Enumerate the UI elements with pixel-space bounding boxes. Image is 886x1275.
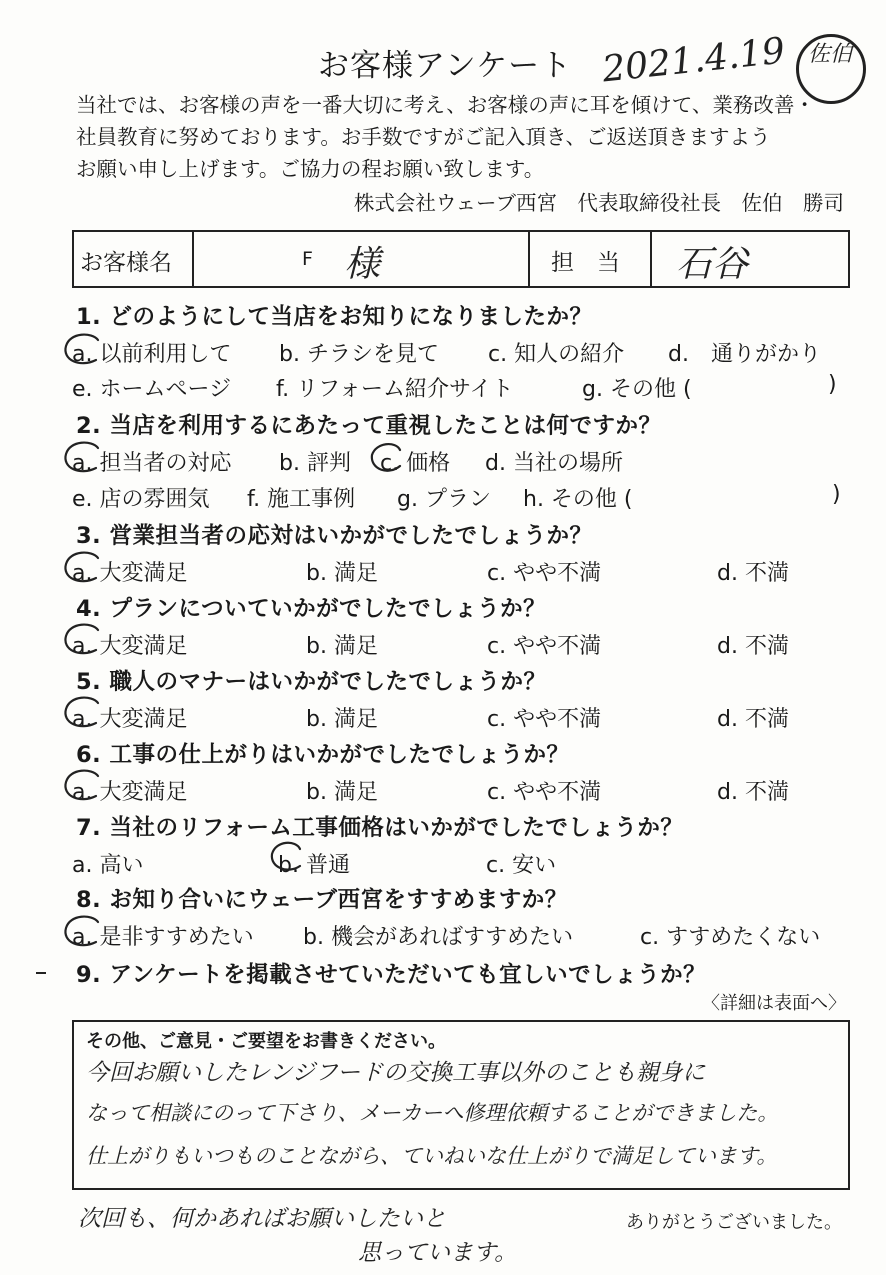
q5-option-a: a. 大変満足 — [72, 707, 188, 732]
q2-option-g: g. プラン — [397, 487, 491, 512]
q3-option-a: a. 大変満足 — [72, 561, 188, 586]
q5-option-b: b. 満足 — [306, 707, 378, 732]
q4-option-b: b. 満足 — [306, 634, 378, 659]
circle-q8-a — [65, 917, 98, 946]
q2-option-f: f. 施工事例 — [247, 487, 356, 512]
question-4: 4. プランについていかがでしたでしょうか？ — [76, 596, 547, 622]
q8-option-a: a. 是非すすめたい — [72, 925, 254, 950]
company-signature: 株式会社ウェーブ西宮 代表取締役社長 佐伯 勝司 — [353, 191, 844, 215]
question-8: 8. お知り合いにウェーブ西宮をすすめますか？ — [76, 887, 568, 913]
q4-option-c: c. やや不満 — [487, 634, 602, 659]
q1-option-e: e. ホームページ — [72, 377, 232, 402]
circle-q6-a — [65, 771, 98, 800]
customer-name-value: F — [302, 248, 313, 270]
q6-option-d: d. 不満 — [717, 780, 789, 805]
footer-handwritten-line-2: 思っています。 — [358, 1240, 518, 1266]
circle-q4-a — [65, 625, 98, 654]
thanks-message: ありがとうございました。 — [626, 1212, 842, 1233]
question-6: 6. 工事の仕上がりはいかがでしたでしょうか？ — [76, 742, 570, 768]
q1-option-a: a. 以前利用して — [72, 342, 232, 367]
q2-option-c: c. 価格 — [380, 451, 451, 476]
q7-option-a: a. 高い — [72, 853, 144, 878]
circle-q2-c — [372, 444, 400, 471]
comment-line-3: 仕上がりもいつものことながら、ていねいな仕上がりで満足しています。 — [86, 1144, 778, 1168]
intro-line-2: 社員教育に努めております。お手数ですがご記入頂き、ご返送頂きますよう — [76, 125, 771, 149]
circle-q2-a — [65, 443, 98, 472]
q3-option-b: b. 満足 — [306, 561, 378, 586]
q2-option-b: b. 評判 — [279, 451, 351, 476]
q2-option-d: d. 当社の場所 — [485, 451, 623, 476]
staff-value: 石谷 — [676, 244, 749, 285]
q3-option-c: c. やや不満 — [487, 561, 602, 586]
q7-option-b: b. 普通 — [278, 853, 350, 878]
q1-option-f: f. リフォーム紹介サイト — [276, 377, 514, 402]
handwritten-date: 2021.4.19 — [600, 30, 787, 91]
form-title: お客様アンケート — [318, 48, 573, 84]
question-1: 1. どのようにして当店をお知りになりましたか？ — [76, 304, 593, 330]
q2-option-e: e. 店の雰囲気 — [72, 487, 210, 512]
detail-note: 〈詳細は表面へ〉 — [702, 993, 846, 1014]
question-2: 2. 当店を利用するにあたって重視したことは何ですか？ — [76, 413, 662, 439]
q1-option-c: c. 知人の紹介 — [488, 342, 625, 367]
q1-option-d: d. 通りがかり — [668, 342, 821, 367]
q4-option-a: a. 大変満足 — [72, 634, 188, 659]
q6-option-b: b. 満足 — [306, 780, 378, 805]
q7-option-c: c. 安い — [486, 853, 557, 878]
circle-q5-a — [65, 698, 98, 727]
customer-name-suffix: 様 — [344, 244, 381, 285]
question-5: 5. 職人のマナーはいかがでしたでしょうか？ — [76, 669, 547, 695]
q1-option-b: b. チラシを見て — [279, 342, 439, 367]
question-3: 3. 営業担当者の応対はいかがでしたでしょうか？ — [76, 523, 593, 549]
q2-option-h: h. その他 ( — [523, 487, 633, 512]
comments-label: その他、ご意見・ご要望をお書きください。 — [86, 1031, 446, 1052]
q2-option-a: a. 担当者の対応 — [72, 451, 232, 476]
footer-handwritten-line-1: 次回も、何かあればお願いしたいと — [78, 1206, 446, 1232]
q8-option-b: b. 機会があればすすめたい — [303, 925, 574, 950]
q4-option-d: d. 不満 — [717, 634, 789, 659]
question-7: 7. 当社のリフォーム工事価格はいかがでしたでしょうか？ — [76, 815, 684, 841]
customer-name-label: お客様名 — [80, 250, 172, 276]
comment-line-1: 今回お願いしたレンジフードの交換工事以外のことも親身に — [86, 1060, 706, 1086]
intro-line-3: お願い申し上げます。ご協力の程お願い致します。 — [76, 157, 545, 181]
q6-option-a: a. 大変満足 — [72, 780, 188, 805]
q5-option-c: c. やや不満 — [487, 707, 602, 732]
comment-line-2: なって相談にのって下さり、メーカーへ修理依頼することができました。 — [86, 1101, 779, 1125]
question-9: 9. アンケートを掲載させていただいても宜しいでしょうか？ — [76, 962, 707, 988]
q2-option-h-close: ) — [832, 482, 841, 507]
q5-option-d: d. 不満 — [717, 707, 789, 732]
intro-line-1: 当社では、お客様の声を一番大切に考え、お客様の声に耳を傾けて、業務改善・ — [76, 93, 815, 117]
q6-option-c: c. やや不満 — [487, 780, 602, 805]
q3-option-d: d. 不満 — [717, 561, 789, 586]
seal-text: 佐伯 — [808, 42, 853, 67]
circle-q3-a — [65, 553, 98, 582]
staff-label: 担 当 — [551, 250, 620, 276]
q1-option-g: g. その他 ( — [582, 377, 692, 402]
circle-q1-a — [65, 335, 98, 364]
q8-option-c: c. すすめたくない — [640, 925, 821, 950]
q1-option-g-close: ) — [828, 372, 837, 397]
circle-q7-b — [272, 843, 300, 870]
